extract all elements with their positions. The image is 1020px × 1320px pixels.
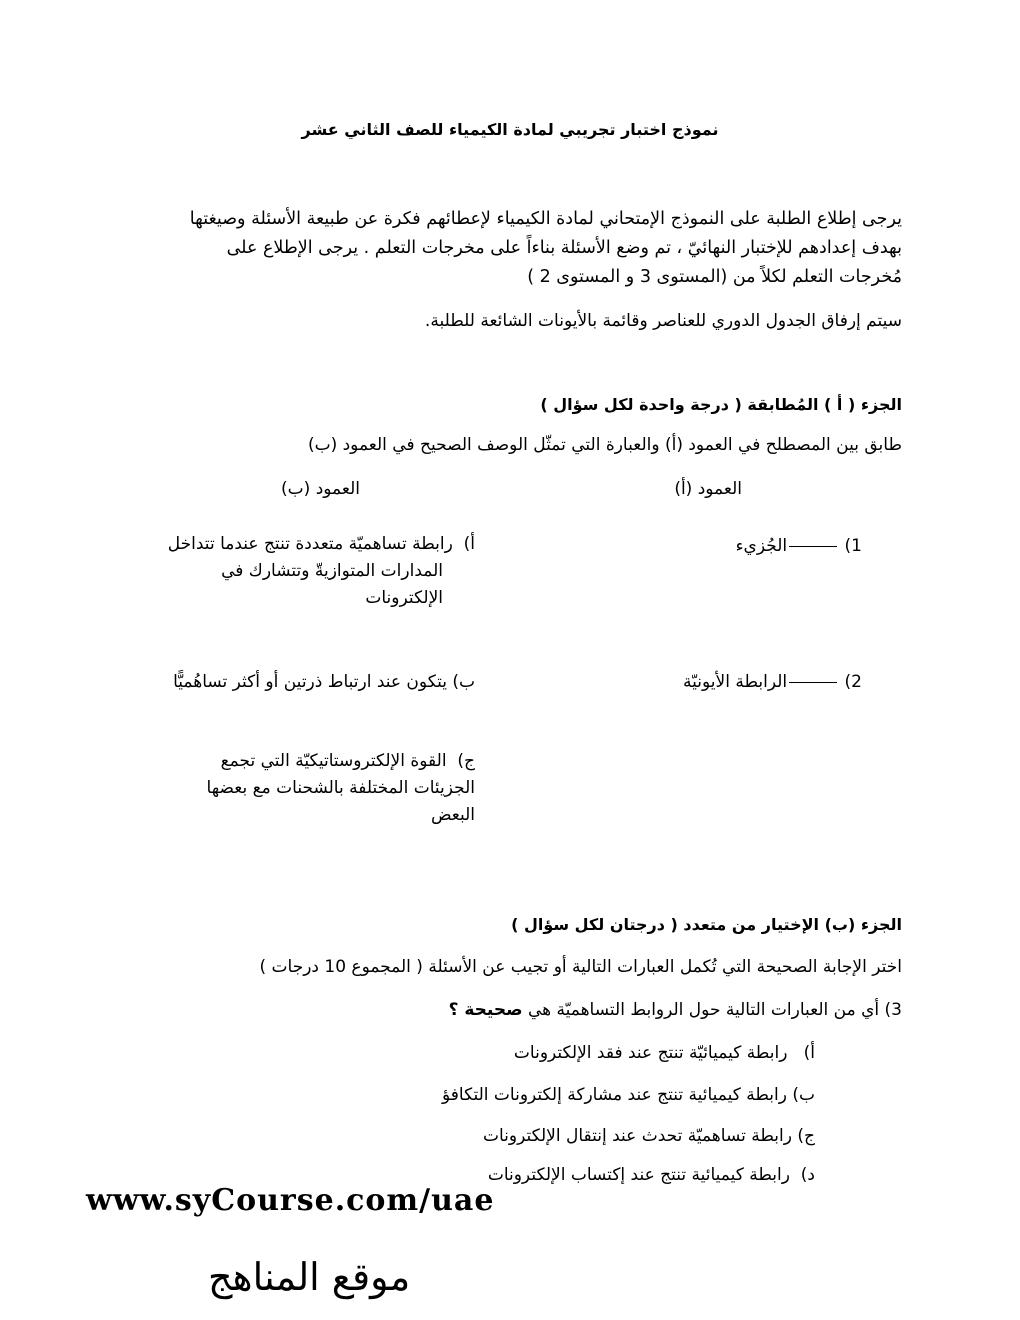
option-label: ج) (797, 1126, 815, 1146)
part-b-heading: الجزء (ب) الإختيار من متعدد ( درجتان لكل سؤال ) (511, 915, 902, 934)
column-a-item-2 (683, 669, 862, 696)
column-b-item-a (145, 531, 475, 612)
option-c[interactable] (483, 1126, 815, 1146)
column-b-item-c (145, 748, 475, 829)
item-number: 2) (844, 672, 862, 692)
option-text: رابطة كيميائية تنتج عند مشاركة إلكترونات التكافؤ (442, 1085, 787, 1105)
question-mark: ؟ (448, 1000, 465, 1020)
page-title: نموذج اختبار تجريبي لمادة الكيمياء للصف الثاني عشر (301, 120, 719, 139)
watermark-arabic: موقع المناهج (208, 1255, 411, 1299)
item-line: الإلكترونات (365, 588, 443, 608)
option-text: رابطة تساهميّة تحدث عند إنتقال الإلكترونات (482, 1126, 792, 1146)
intro-note: سيتم إرفاق الجدول الدوري للعناصر وقائمة بالأيونات الشائعة للطلبة. (424, 311, 902, 331)
option-label: ب) (792, 1085, 815, 1105)
item-line: الجزيئات المختلفة بالشحنات مع بعضها (206, 778, 475, 798)
item-line: القوة الإلكتروستاتيكيّة التي تجمع (220, 751, 447, 771)
option-d[interactable] (488, 1165, 815, 1185)
column-b-item-b (135, 669, 475, 696)
item-label: أ) (463, 534, 475, 554)
option-text: رابطة كيميائية تنتج عند إكتساب الإلكترونات (487, 1165, 790, 1185)
question-emphasis: صحيحة (464, 1000, 523, 1020)
intro-line-3: مُخرجات التعلم لكلاً من (المستوى 3 و المستوى 2 ) (527, 267, 902, 287)
part-a-heading: الجزء ( أ ) المُطابقة ( درجة واحدة لكل سؤال ) (540, 395, 902, 414)
column-a-item-1 (736, 533, 862, 560)
watermark-url: www.syCourse.com/uae (86, 1183, 495, 1218)
option-label: د) (800, 1165, 815, 1185)
column-a-header: العمود (أ) (674, 479, 742, 499)
intro-line-1: يرجى إطلاع الطلبة على النموذج الإمتحاني لمادة الكيمياء لإعطائهم فكرة عن طبيعة الأسئلة وصيغتها (189, 209, 902, 229)
item-line: يتكون عند ارتباط ذرتين أو أكثر تساهُميًّا (173, 672, 447, 692)
option-b[interactable] (442, 1085, 815, 1105)
question-3 (449, 1000, 902, 1020)
item-line: رابطة تساهميّة متعددة تنتج عندما تتداخل (167, 534, 453, 554)
part-a-instruction: طابق بين المصطلح في العمود (أ) والعبارة التي تمثّل الوصف الصحيح في العمود (ب) (307, 435, 902, 455)
option-label: أ) (803, 1043, 815, 1063)
option-a[interactable] (514, 1043, 815, 1063)
intro-paragraph (152, 205, 902, 292)
item-label: ج) (457, 751, 475, 771)
option-text: رابطة كيميائيّة تنتج عند فقد الإلكترونات (513, 1043, 788, 1063)
item-line: البعض (430, 805, 475, 825)
question-text: 3) أي من العبارات التالية حول الروابط التساهميّة هي (522, 1000, 902, 1020)
item-line: المدارات المتوازيةّ وتتشارك في (221, 561, 443, 581)
item-term: الرابطة الأيونيّة (683, 672, 788, 692)
intro-line-2: بهدف إعدادهم للإختبار النهائيّ ، تم وضع الأسئلة بناءاً على مخرجات التعلم . يرجى الإطلاع على (226, 238, 902, 258)
item-term: الجُزيء (735, 536, 788, 556)
answer-blank[interactable] (789, 682, 837, 683)
column-b-header: العمود (ب) (281, 479, 360, 499)
item-number: 1) (844, 536, 862, 556)
answer-blank[interactable] (789, 546, 837, 547)
part-b-instruction: اختر الإجابة الصحيحة التي تُكمل العبارات التالية أو تجيب عن الأسئلة ( المجموع 10 درجات ) (259, 957, 902, 977)
item-label: ب) (452, 672, 475, 692)
